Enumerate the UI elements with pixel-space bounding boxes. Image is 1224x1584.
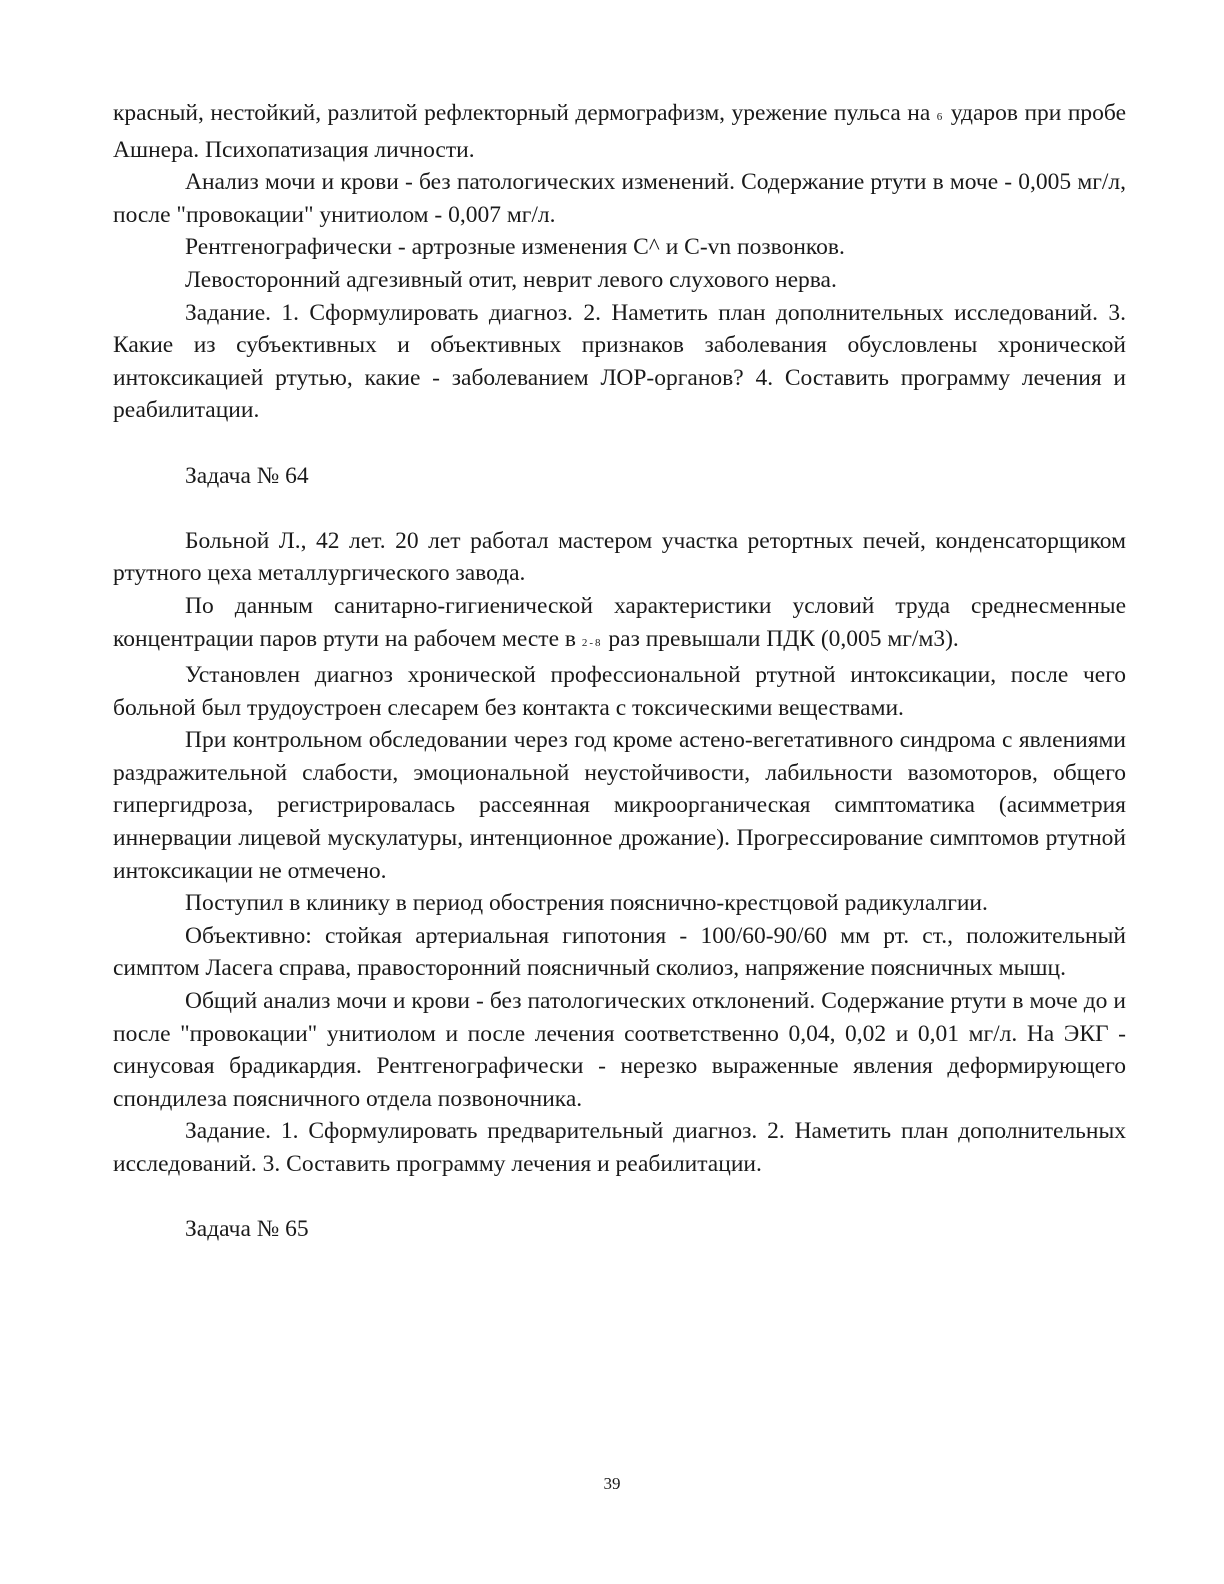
- paragraph-3: Рентгенографически - артрозные изменения С^ и С-vn позвонков.: [185, 234, 845, 261]
- paragraph-11: Объективно: стойкая артериальная гипотония - 100/60-90/60 мм рт. ст., положительный симптом Ласега справа, правосторонний поясничный сколиоз, напряжение поясничных мышц.: [113, 922, 1126, 982]
- paragraph-10: Поступил в клинику в период обострения пояснично-крестцовой радикулалгии.: [185, 890, 988, 917]
- paragraph-7-text-a: По данным санитарно-гигиенической характеристики условий труда среднесменные концентрации паров ртути на рабочем месте в: [113, 592, 1126, 652]
- document-page: [113, 97, 1126, 1246]
- paragraph-5-task: Задание. 1. Сформулировать диагноз. 2. Наметить план дополнительных исследований. 3. Какие из субъективных и объективных признаков заболевания обусловлены хронической интоксикацией ртутью, какие - заболеванием ЛОР-органов? 4. Составить программу лечения и реабилитации.: [113, 299, 1126, 424]
- paragraph-7: [113, 590, 1126, 659]
- paragraph-4: Левосторонний адгезивный отит, неврит левого слухового нерва.: [185, 266, 837, 293]
- pulse-count-small: 6: [936, 111, 945, 123]
- page-number: 39: [603, 1474, 621, 1493]
- paragraph-2: Анализ мочи и крови - без патологических изменений. Содержание ртути в моче - 0,005 мг/л, после "провокации" унитиолом - 0,007 мг/л.: [113, 169, 1126, 228]
- spacer: [113, 1181, 1126, 1214]
- concentration-range-small: 2-8: [581, 636, 603, 649]
- paragraph-7-text-b: раз превышали ПДК (0,005 мг/м3).: [608, 625, 959, 652]
- paragraph-1-text-a: красный, нестойкий, разлитой рефлекторный дермографизм, урежение пульса на: [113, 100, 931, 126]
- task-65-heading: Задача № 65: [185, 1216, 309, 1243]
- task-64-heading: Задача № 64: [185, 462, 309, 489]
- paragraph-9: При контрольном обследовании через год кроме астено-вегетативного синдрома с явлениями раздражительной слабости, эмоциональной неустойчивости, лабильности вазомоторов, общего гипергидроза, регистрировалась рассеянная микроорганическая симптоматика (асимметрия иннервации лицевой мускулатуры, интенционное дрожание). Прогрессирование симптомов ртутной интоксикации не отмечено.: [113, 727, 1126, 884]
- paragraph-6: Больной Л., 42 лет. 20 лет работал мастером участка ретортных печей, конденсаторщиком ртутного цеха металлургического завода.: [113, 527, 1126, 587]
- spacer: [113, 427, 1126, 460]
- paragraph-1-text-b: ударов при пробе Ашнера. Психопатизация личности.: [113, 100, 1127, 163]
- paragraph-8: Установлен диагноз хронической профессиональной ртутной интоксикации, после чего больной был трудоустроен слесарем без контакта с токсическими веществами.: [113, 662, 1126, 721]
- paragraph-13-task: Задание. 1. Сформулировать предварительный диагноз. 2. Наметить план дополнительных исследований. 3. Составить программу лечения и реабилитации.: [113, 1118, 1126, 1177]
- paragraph-12: Общий анализ мочи и крови - без патологических отклонений. Содержание ртути в моче до и после "провокации" унитиолом и после лечения соответственно 0,04, 0,02 и 0,01 мг/л. На ЭКГ - синусовая брадикардия. Рентгенографически - нерезко выраженные явления деформирующего спондилеза поясничного отдела позвоночника.: [113, 988, 1126, 1112]
- paragraph-1: [113, 97, 1126, 166]
- spacer: [113, 492, 1126, 525]
